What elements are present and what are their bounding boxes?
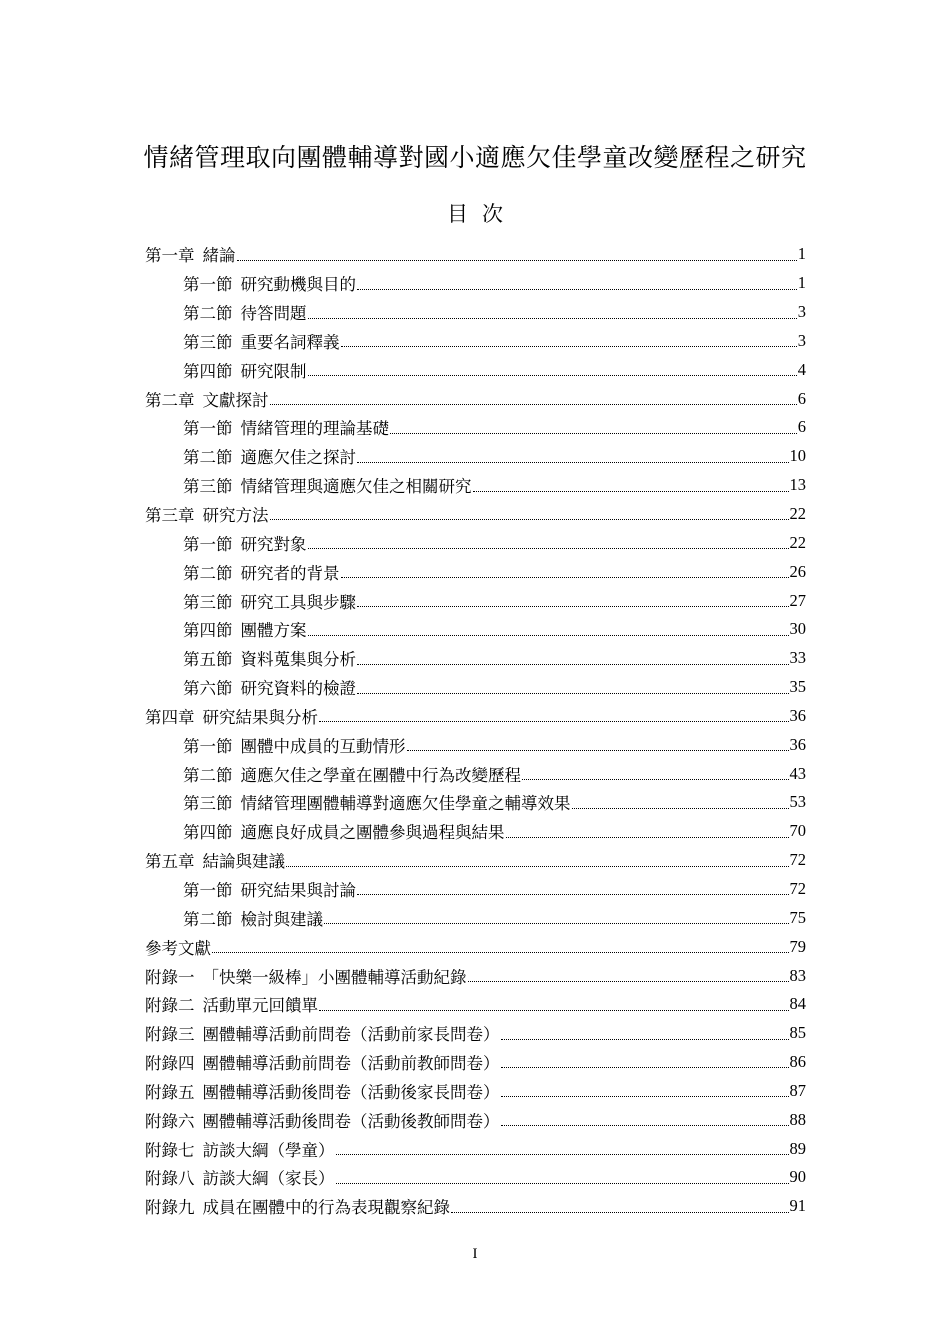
dot-leader: [572, 808, 789, 809]
toc-entry-number: 第一節: [183, 534, 233, 554]
toc-entry-label: [145, 1021, 500, 1045]
toc-entry-label: [183, 906, 323, 930]
toc-entry-number: 附錄四: [145, 1054, 195, 1074]
dot-leader: [212, 952, 789, 953]
toc-entry[interactable]: [145, 269, 806, 298]
dot-leader: [357, 462, 789, 463]
toc-entry-page: 6: [797, 388, 806, 408]
dot-leader: [357, 606, 789, 607]
toc-entry-page: 22: [789, 504, 806, 524]
dot-leader: [522, 779, 789, 780]
toc-entry-page: 3: [797, 302, 806, 322]
toc-entry-page: 3: [797, 330, 806, 350]
toc-entry-number: 第四節: [183, 823, 233, 843]
toc-entry[interactable]: [145, 384, 806, 413]
toc-entry[interactable]: [145, 730, 806, 759]
toc-entry-label: [183, 819, 505, 843]
toc-entry-page: 35: [789, 677, 806, 697]
toc-entry-label: [183, 589, 356, 613]
toc-entry-page: 36: [789, 705, 806, 725]
dot-leader: [270, 404, 797, 405]
dot-leader: [407, 750, 789, 751]
toc-entry-number: 第四章: [145, 707, 195, 727]
toc-entry-title: 研究者的背景: [240, 563, 340, 583]
toc-entry-number: 第二節: [183, 909, 233, 929]
toc-entry-page: 90: [789, 1167, 806, 1187]
dot-leader: [341, 346, 797, 347]
dot-leader: [357, 289, 797, 290]
table-of-contents: [145, 240, 806, 1221]
toc-entry-page: 10: [789, 446, 806, 466]
page-number: I: [472, 1246, 478, 1262]
toc-entry[interactable]: [145, 702, 806, 731]
toc-entry-page: 91: [789, 1196, 806, 1216]
toc-entry-label: [183, 646, 356, 670]
toc-entry[interactable]: [145, 586, 806, 615]
toc-entry-label: [145, 1165, 335, 1189]
toc-entry-number: 第五節: [183, 650, 233, 670]
toc-entry[interactable]: [145, 961, 806, 990]
toc-entry-number: 附錄七: [145, 1140, 195, 1160]
dot-leader: [501, 1125, 789, 1126]
toc-entry-title: 研究工具與步驟: [240, 592, 356, 612]
toc-entry-title: 團體輔導活動前問卷（活動前家長問卷）: [202, 1025, 500, 1045]
toc-entry-page: 22: [789, 532, 806, 552]
toc-entry-label: [145, 848, 285, 872]
toc-entry-label: [145, 242, 236, 266]
dot-leader: [357, 664, 789, 665]
toc-entry-label: [183, 329, 340, 353]
toc-entry[interactable]: [145, 673, 806, 702]
toc-entry-page: 83: [789, 965, 806, 985]
dot-leader: [237, 260, 797, 261]
toc-entry-label: [183, 444, 356, 468]
toc-entry-number: 附錄五: [145, 1082, 195, 1102]
toc-entry-page: 87: [789, 1080, 806, 1100]
toc-entry-label: [183, 300, 307, 324]
dot-leader: [473, 491, 789, 492]
toc-entry-title: 研究結果與分析: [202, 707, 318, 727]
toc-entry-title: 情緒管理的理論基礎: [240, 419, 389, 439]
toc-entry[interactable]: [145, 557, 806, 586]
toc-entry-page: 72: [789, 878, 806, 898]
toc-entry-number: 第六節: [183, 679, 233, 699]
toc-entry-title: 研究對象: [240, 534, 307, 554]
toc-entry-title: 重要名詞釋義: [240, 332, 340, 352]
toc-entry-label: [145, 1050, 500, 1074]
toc-entry-label: [145, 704, 318, 728]
toc-entry-page: 85: [789, 1023, 806, 1043]
toc-entry-number: 第一節: [183, 419, 233, 439]
toc-entry-title: 研究限制: [240, 361, 307, 381]
toc-entry-title: 適應欠佳之學童在團體中行為改變歷程: [240, 765, 521, 785]
toc-entry-label: [145, 1137, 335, 1161]
toc-entry-page: 6: [797, 417, 806, 437]
toc-entry-label: [183, 560, 340, 584]
toc-entry-page: 75: [789, 907, 806, 927]
dot-leader: [390, 433, 797, 434]
toc-entry[interactable]: [145, 932, 806, 961]
toc-entry-title: 文獻探討: [202, 390, 269, 410]
toc-entry-number: 第二節: [183, 563, 233, 583]
toc-entry-page: 33: [789, 648, 806, 668]
toc-entry[interactable]: [145, 442, 806, 471]
toc-entry-title: 參考文獻: [145, 938, 211, 958]
dot-leader: [308, 375, 797, 376]
toc-entry-page: 26: [789, 561, 806, 581]
toc-entry-label: [183, 531, 307, 555]
toc-entry-title: 情緒管理與適應欠佳之相關研究: [240, 477, 472, 497]
toc-entry-number: 第二節: [183, 448, 233, 468]
toc-entry-number: 第三節: [183, 592, 233, 612]
toc-entry-title: 團體輔導活動後問卷（活動後教師問卷）: [202, 1111, 500, 1131]
toc-entry-page: 89: [789, 1138, 806, 1158]
toc-heading: 目次: [447, 202, 517, 226]
toc-entry-title: 研究結果與討論: [240, 880, 356, 900]
toc-entry-page: 13: [789, 475, 806, 495]
dot-leader: [308, 318, 797, 319]
toc-entry-number: 第一節: [183, 736, 233, 756]
toc-entry-number: 第四節: [183, 621, 233, 641]
toc-entry-page: 70: [789, 821, 806, 841]
toc-entry-page: 1: [797, 273, 806, 293]
toc-entry-label: [145, 992, 318, 1016]
dot-leader: [286, 866, 789, 867]
toc-entry-title: 檢討與建議: [240, 909, 323, 929]
toc-entry-label: [183, 271, 356, 295]
dot-leader: [341, 577, 789, 578]
toc-entry-label: [183, 675, 356, 699]
toc-entry-title: 緒論: [202, 246, 236, 266]
toc-entry-title: 研究方法: [202, 506, 269, 526]
toc-entry[interactable]: [145, 240, 806, 269]
toc-entry[interactable]: [145, 903, 806, 932]
dot-leader: [336, 1183, 789, 1184]
dot-leader: [319, 721, 789, 722]
toc-entry-label: [183, 415, 389, 439]
toc-entry-page: 27: [789, 590, 806, 610]
dot-leader: [357, 894, 789, 895]
toc-entry-title: 活動單元回饋單: [202, 996, 318, 1016]
toc-entry-number: 第三節: [183, 332, 233, 352]
toc-entry-title: 團體輔導活動後問卷（活動後家長問卷）: [202, 1082, 500, 1102]
toc-entry[interactable]: [145, 875, 806, 904]
toc-entry-title: 適應欠佳之探討: [240, 448, 356, 468]
toc-entry-page: 72: [789, 850, 806, 870]
toc-entry[interactable]: [145, 759, 806, 788]
dot-leader: [451, 1212, 789, 1213]
toc-entry-label: [145, 387, 269, 411]
dot-leader: [501, 1039, 789, 1040]
dot-leader: [468, 981, 789, 982]
toc-entry[interactable]: [145, 1048, 806, 1077]
toc-entry-title: 團體輔導活動前問卷（活動前教師問卷）: [202, 1054, 500, 1074]
dot-leader: [270, 519, 789, 520]
toc-entry-number: 第一節: [183, 880, 233, 900]
toc-entry-label: [183, 473, 472, 497]
toc-entry-number: 附錄九: [145, 1198, 195, 1218]
toc-entry-label: [145, 935, 211, 959]
toc-entry[interactable]: [145, 413, 806, 442]
toc-entry-title: 「快樂一級棒」小團體輔導活動紀錄: [202, 967, 467, 987]
toc-entry[interactable]: [145, 528, 806, 557]
dot-leader: [501, 1096, 789, 1097]
toc-entry[interactable]: [145, 1134, 806, 1163]
toc-entry[interactable]: [145, 615, 806, 644]
toc-entry[interactable]: [145, 1105, 806, 1134]
toc-entry-title: 團體方案: [240, 621, 307, 641]
toc-entry-page: 1: [797, 244, 806, 264]
toc-entry-label: [183, 733, 406, 757]
toc-entry-number: 附錄一: [145, 967, 195, 987]
toc-entry[interactable]: [145, 298, 806, 327]
toc-entry[interactable]: [145, 327, 806, 356]
toc-entry-title: 研究資料的檢證: [240, 679, 356, 699]
dot-leader: [319, 1010, 789, 1011]
toc-entry-number: 第一章: [145, 246, 195, 266]
toc-entry[interactable]: [145, 817, 806, 846]
toc-entry-label: [145, 502, 269, 526]
toc-entry-label: [145, 964, 467, 988]
toc-entry-title: 情緒管理團體輔導對適應欠佳學童之輔導效果: [240, 794, 571, 814]
toc-entry-label: [183, 358, 307, 382]
toc-entry-number: 第一節: [183, 275, 233, 295]
toc-entry-title: 待答問題: [240, 304, 307, 324]
toc-entry-title: 結論與建議: [202, 852, 285, 872]
toc-entry-number: 第三節: [183, 794, 233, 814]
toc-entry-label: [145, 1108, 500, 1132]
toc-entry-title: 資料蒐集與分析: [240, 650, 356, 670]
toc-entry-page: 36: [789, 734, 806, 754]
toc-entry[interactable]: [145, 644, 806, 673]
toc-entry-number: 第三章: [145, 506, 195, 526]
toc-entry-title: 適應良好成員之團體參與過程與結果: [240, 823, 505, 843]
dot-leader: [308, 548, 789, 549]
toc-entry-page: 4: [797, 359, 806, 379]
toc-entry[interactable]: [145, 1076, 806, 1105]
dot-leader: [308, 635, 789, 636]
toc-entry-page: 86: [789, 1052, 806, 1072]
toc-entry-page: 79: [789, 936, 806, 956]
dot-leader: [324, 923, 789, 924]
toc-entry-number: 第五章: [145, 852, 195, 872]
toc-entry[interactable]: [145, 990, 806, 1019]
toc-entry-label: [145, 1194, 450, 1218]
toc-entry-number: 第二節: [183, 765, 233, 785]
toc-entry-page: 84: [789, 994, 806, 1014]
dot-leader: [357, 693, 789, 694]
toc-entry-number: 附錄八: [145, 1169, 195, 1189]
toc-entry-number: 附錄二: [145, 996, 195, 1016]
toc-entry-page: 30: [789, 619, 806, 639]
toc-entry-title: 研究動機與目的: [240, 275, 356, 295]
toc-entry-number: 附錄六: [145, 1111, 195, 1131]
toc-entry[interactable]: [145, 500, 806, 529]
toc-entry-page: 53: [789, 792, 806, 812]
toc-entry-label: [183, 762, 521, 786]
toc-entry-label: [183, 790, 571, 814]
toc-entry-number: 附錄三: [145, 1025, 195, 1045]
dot-leader: [501, 1067, 789, 1068]
toc-entry[interactable]: [145, 355, 806, 384]
toc-entry-page: 43: [789, 763, 806, 783]
toc-entry[interactable]: [145, 471, 806, 500]
toc-entry-title: 訪談大綱（學童）: [202, 1140, 335, 1160]
toc-entry-number: 第二節: [183, 304, 233, 324]
toc-entry[interactable]: [145, 1019, 806, 1048]
toc-entry-title: 團體中成員的互動情形: [240, 736, 406, 756]
dot-leader: [506, 837, 789, 838]
toc-entry[interactable]: [145, 846, 806, 875]
toc-entry[interactable]: [145, 788, 806, 817]
toc-entry[interactable]: [145, 1163, 806, 1192]
toc-entry-title: 訪談大綱（家長）: [202, 1169, 335, 1189]
toc-entry-number: 第四節: [183, 361, 233, 381]
toc-entry-page: 88: [789, 1109, 806, 1129]
toc-entry-label: [183, 617, 307, 641]
toc-entry-label: [183, 877, 356, 901]
toc-entry-number: 第二章: [145, 390, 195, 410]
toc-entry-number: 第三節: [183, 477, 233, 497]
dot-leader: [336, 1154, 789, 1155]
document-title: 情緒管理取向團體輔導對國小適應欠佳學童改變歷程之研究: [143, 143, 807, 172]
toc-entry[interactable]: [145, 1192, 806, 1221]
toc-entry-title: 成員在團體中的行為表現觀察紀錄: [202, 1198, 450, 1218]
toc-entry-label: [145, 1079, 500, 1103]
